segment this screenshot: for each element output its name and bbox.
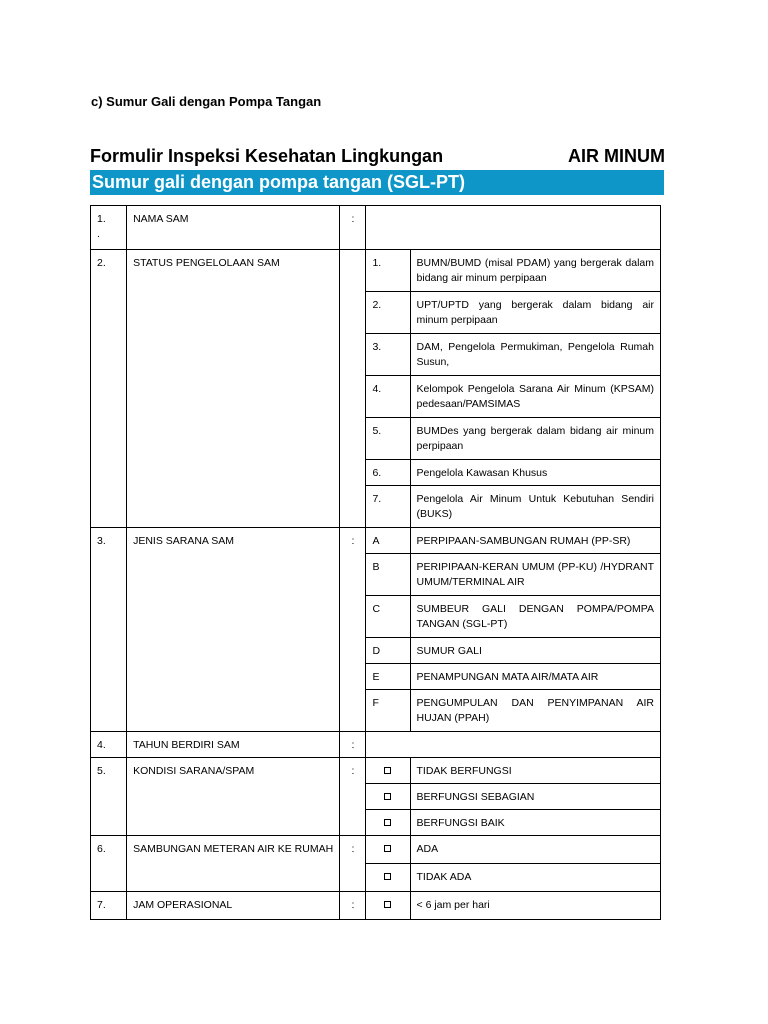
- checkbox-icon[interactable]: [384, 819, 391, 826]
- colon-separator: :: [340, 892, 366, 920]
- option-key: 5.: [366, 418, 410, 460]
- option-key: A: [366, 528, 410, 554]
- inspection-form-table: [90, 205, 661, 920]
- row-number: 2.: [91, 250, 127, 528]
- table-row: [91, 836, 661, 864]
- option-key: 2.: [366, 292, 410, 334]
- row-number: 5.: [91, 758, 127, 836]
- checkbox-icon[interactable]: [384, 767, 391, 774]
- option-kondisi-1: TIDAK BERFUNGSI: [410, 758, 660, 784]
- option-key: E: [366, 664, 410, 690]
- field-label-jam-operasional: JAM OPERASIONAL: [127, 892, 340, 920]
- option-kondisi-2: BERFUNGSI SEBAGIAN: [410, 784, 660, 810]
- option-key: 1.: [366, 250, 410, 292]
- option-key: 4.: [366, 376, 410, 418]
- form-subtitle-bar: Sumur gali dengan pompa tangan (SGL-PT): [90, 170, 664, 195]
- option-status-3[interactable]: DAM, Pengelola Permukiman, Pengelola Rumah Susun,: [410, 334, 660, 376]
- option-sambungan-2: TIDAK ADA: [410, 864, 660, 892]
- colon-separator: :: [340, 206, 366, 250]
- table-row: [91, 892, 661, 920]
- colon-separator: :: [340, 758, 366, 836]
- row-number-suffix: .: [97, 228, 100, 240]
- form-title-row: [90, 146, 665, 167]
- option-key: F: [366, 690, 410, 732]
- option-jenis-c[interactable]: SUMBEUR GALI DENGAN POMPA/POMPA TANGAN (SGL-PT): [410, 596, 660, 638]
- section-heading: c) Sumur Gali dengan Pompa Tangan: [91, 94, 322, 109]
- option-jenis-e[interactable]: PENAMPUNGAN MATA AIR/MATA AIR: [410, 664, 660, 690]
- colon-separator: :: [340, 732, 366, 758]
- field-label-tahun-berdiri: TAHUN BERDIRI SAM: [127, 732, 340, 758]
- field-label-jenis-sarana: JENIS SARANA SAM: [127, 528, 340, 732]
- option-status-7[interactable]: Pengelola Air Minum Untuk Kebutuhan Sendiri (BUKS): [410, 486, 660, 528]
- row-number: 3.: [91, 528, 127, 732]
- option-key: B: [366, 554, 410, 596]
- option-key: 6.: [366, 460, 410, 486]
- row-number: [91, 206, 127, 250]
- option-key: 3.: [366, 334, 410, 376]
- row-number: 7.: [91, 892, 127, 920]
- table-row: [91, 250, 661, 292]
- table-row: [91, 732, 661, 758]
- checkbox-ada[interactable]: [366, 836, 410, 864]
- option-sambungan-1: ADA: [410, 836, 660, 864]
- checkbox-icon[interactable]: [384, 901, 391, 908]
- option-status-4[interactable]: Kelompok Pengelola Sarana Air Minum (KPSAM) pedesaan/PAMSIMAS: [410, 376, 660, 418]
- option-jam-1: < 6 jam per hari: [410, 892, 660, 920]
- field-label-status-pengelolaan: STATUS PENGELOLAAN SAM: [127, 250, 340, 528]
- row-number: 6.: [91, 836, 127, 892]
- option-key: C: [366, 596, 410, 638]
- option-key: 7.: [366, 486, 410, 528]
- option-kondisi-3: BERFUNGSI BAIK: [410, 810, 660, 836]
- checkbox-icon[interactable]: [384, 873, 391, 880]
- option-key: D: [366, 638, 410, 664]
- option-status-6[interactable]: Pengelola Kawasan Khusus: [410, 460, 660, 486]
- nama-sam-input[interactable]: [366, 206, 661, 250]
- option-status-2[interactable]: UPT/UPTD yang bergerak dalam bidang air minum perpipaan: [410, 292, 660, 334]
- checkbox-icon[interactable]: [384, 793, 391, 800]
- field-label-sambungan-meteran: SAMBUNGAN METERAN AIR KE RUMAH: [127, 836, 340, 892]
- checkbox-tidak-ada[interactable]: [366, 864, 410, 892]
- checkbox-berfungsi-sebagian[interactable]: [366, 784, 410, 810]
- table-row: [91, 206, 661, 250]
- checkbox-kurang-6-jam[interactable]: [366, 892, 410, 920]
- row-number-text: 1.: [97, 213, 106, 225]
- option-status-5[interactable]: BUMDes yang bergerak dalam bidang air minum perpipaan: [410, 418, 660, 460]
- option-jenis-d[interactable]: SUMUR GALI: [410, 638, 660, 664]
- form-category: AIR MINUM: [568, 146, 665, 166]
- option-jenis-a[interactable]: PERPIPAAN-SAMBUNGAN RUMAH (PP-SR): [410, 528, 660, 554]
- option-jenis-f[interactable]: PENGUMPULAN DAN PENYIMPANAN AIR HUJAN (PPAH): [410, 690, 660, 732]
- colon-separator: :: [340, 836, 366, 892]
- option-status-1[interactable]: BUMN/BUMD (misal PDAM) yang bergerak dalam bidang air minum perpipaan: [410, 250, 660, 292]
- form-title: Formulir Inspeksi Kesehatan Lingkungan: [90, 146, 444, 166]
- field-label-kondisi-sarana: KONDISI SARANA/SPAM: [127, 758, 340, 836]
- checkbox-tidak-berfungsi[interactable]: [366, 758, 410, 784]
- checkbox-icon[interactable]: [384, 845, 391, 852]
- tahun-berdiri-input[interactable]: [366, 732, 661, 758]
- table-row: [91, 758, 661, 784]
- colon-separator: [340, 250, 366, 528]
- option-jenis-b[interactable]: PERIPIPAAN-KERAN UMUM (PP-KU) /HYDRANT UMUM/TERMINAL AIR: [410, 554, 660, 596]
- row-number: 4.: [91, 732, 127, 758]
- checkbox-berfungsi-baik[interactable]: [366, 810, 410, 836]
- colon-separator: :: [340, 528, 366, 732]
- field-label-nama-sam: NAMA SAM: [127, 206, 340, 250]
- table-row: [91, 528, 661, 554]
